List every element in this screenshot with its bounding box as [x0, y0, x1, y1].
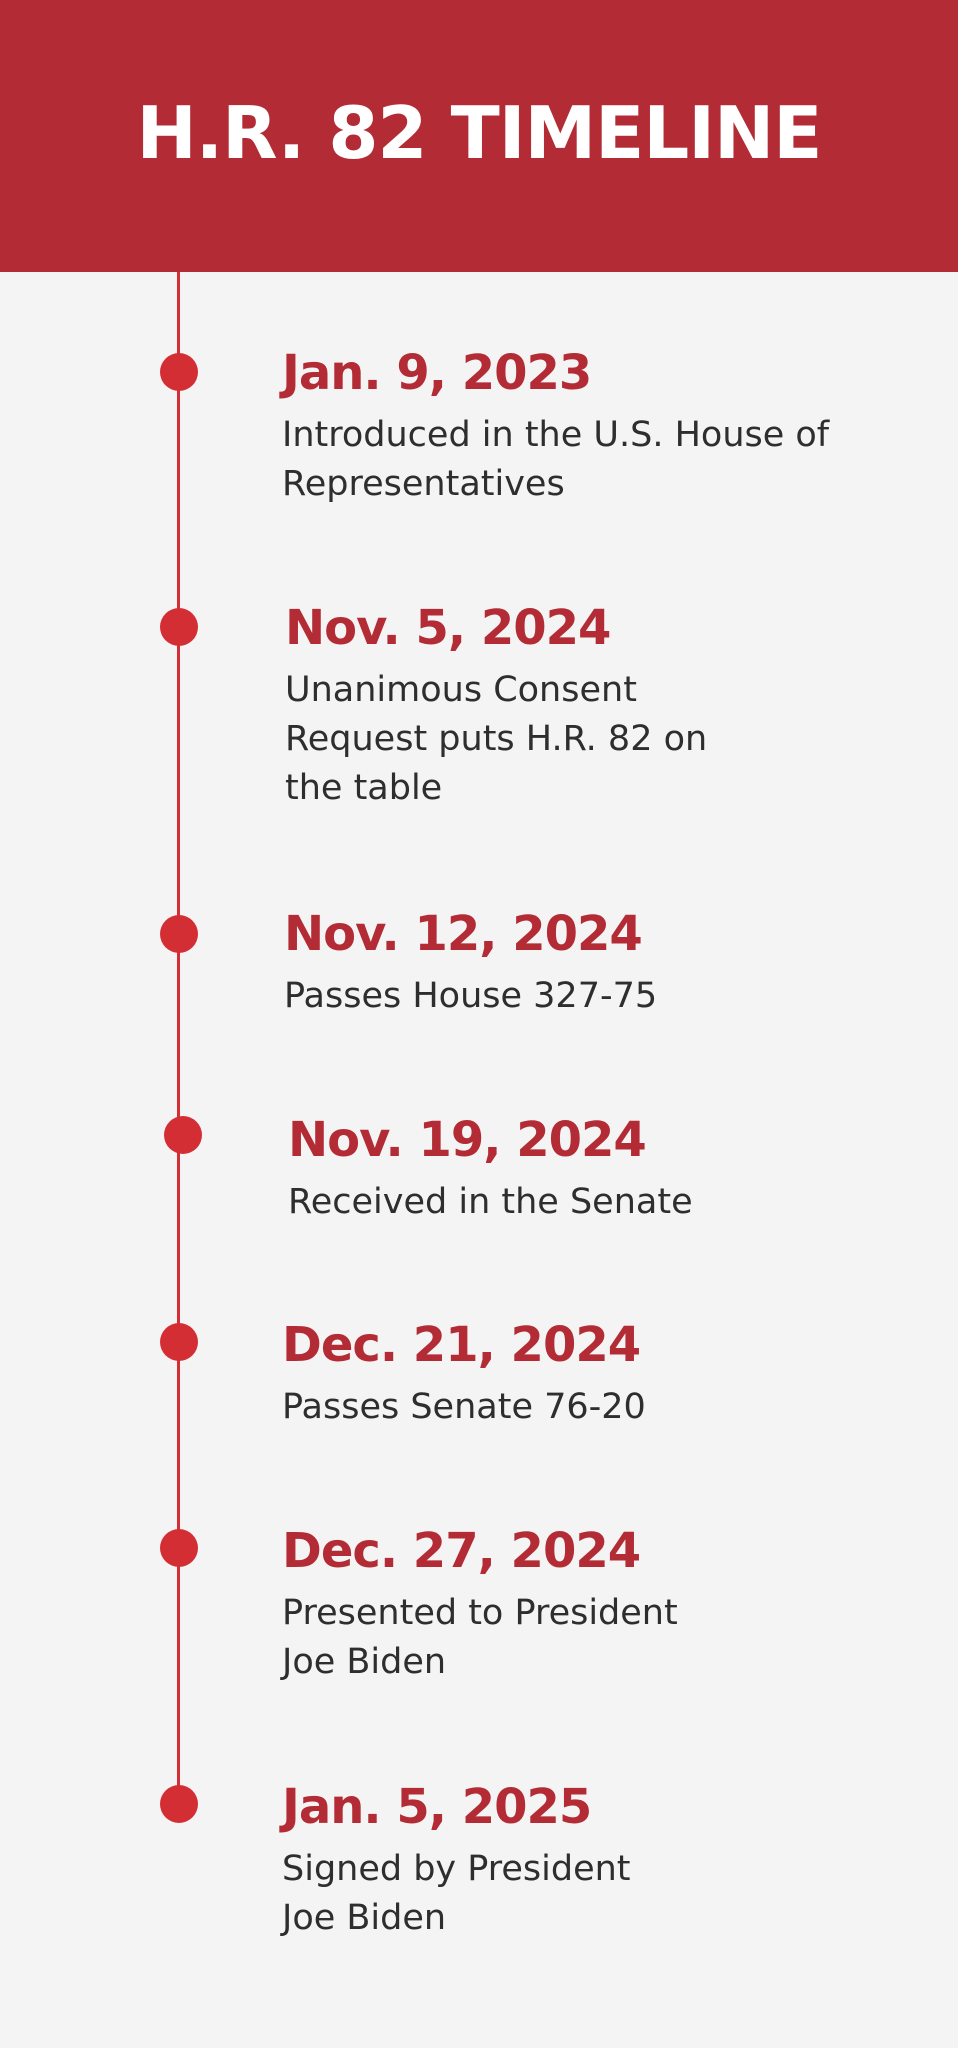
timeline-dot — [160, 608, 198, 646]
timeline-entry — [282, 1315, 646, 1432]
timeline-entry — [282, 1521, 678, 1687]
timeline-entry — [282, 343, 829, 509]
timeline-date: Nov. 5, 2024 — [285, 600, 611, 656]
timeline-date: Nov. 12, 2024 — [284, 906, 642, 962]
timeline-dot — [160, 1323, 198, 1361]
timeline-date: Dec. 27, 2024 — [282, 1523, 641, 1579]
timeline-date: Dec. 21, 2024 — [282, 1317, 641, 1373]
timeline-dot — [160, 915, 198, 953]
timeline-description: Presented to President Joe Biden — [282, 1593, 678, 1682]
timeline-dot — [160, 1529, 198, 1567]
timeline-dot — [160, 1785, 198, 1823]
timeline-description: Signed by President Joe Biden — [282, 1849, 631, 1938]
timeline-line — [177, 272, 180, 1809]
timeline-description: Introduced in the U.S. House of Representatives — [282, 415, 830, 504]
timeline-dot — [164, 1116, 202, 1154]
timeline-entry — [284, 904, 657, 1021]
timeline-description: Passes House 327-75 — [284, 976, 658, 1016]
timeline-entry — [288, 1110, 693, 1227]
header-banner — [0, 0, 958, 272]
timeline-entry — [282, 1777, 631, 1943]
page-title: H.R. 82 TIMELINE — [136, 91, 822, 175]
timeline-description: Unanimous Consent Request puts H.R. 82 on the table — [285, 670, 708, 808]
timeline-dot — [160, 353, 198, 391]
timeline-description: Passes Senate 76-20 — [282, 1387, 646, 1427]
timeline-date: Nov. 19, 2024 — [288, 1112, 646, 1168]
timeline-description: Received in the Senate — [288, 1182, 693, 1222]
timeline-date: Jan. 5, 2025 — [282, 1779, 592, 1835]
timeline-entry — [285, 598, 707, 813]
timeline-date: Jan. 9, 2023 — [282, 345, 592, 401]
